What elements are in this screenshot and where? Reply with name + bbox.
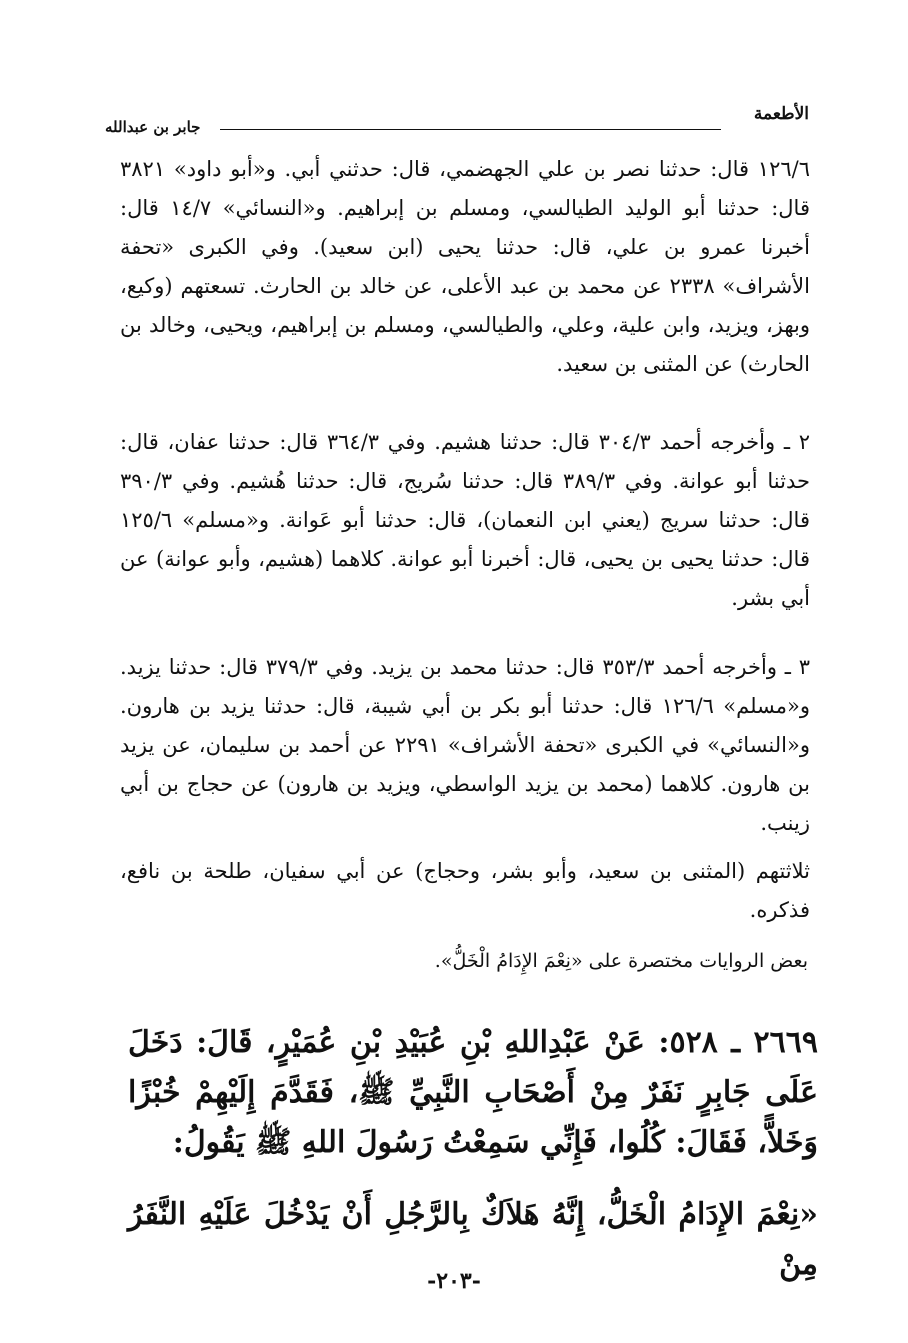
section-note: بعض الروايات مختصرة على «نِعْمَ الإِدَامُ الْخَلُّ». bbox=[434, 950, 808, 972]
paragraph-text: ٣ ـ وأخرجه أحمد ٣٥٣/٣ قال: حدثنا محمد بن يزيد. وفي ٣٧٩/٣ قال: حدثنا يزيد. و«مسلم» ١٢٦/٦ قال: حدثنا أبو بكر بن أبي شيبة، قال: حدثنا يزيد بن هارون. و«النسائي» في الكبرى «تحفة الأشراف» ٢٢٩١ عن أحمد بن سليمان، عن يزيد بن هارون. كلاهما (محمد بن يزيد الواسطي، ويزيد بن هارون) عن حجاج بن أبي زينب. bbox=[120, 655, 811, 835]
header-rule bbox=[220, 129, 721, 130]
hadith-text: ٢٦٦٩ ـ ٥٢٨: عَنْ عَبْدِاللهِ بْنِ عُبَيْدِ بْنِ عُمَيْرٍ، قَالَ: دَخَلَ عَلَى جَابِرٍ نَفَرٌ مِنْ أَصْحَابِ النَّبِيِّ ﷺ، فَقَدَّمَ إِلَيْهِمْ خُبْزًا وَخَلاًّ، فَقَالَ: كُلُوا، فَإِنِّي سَمِعْتُ رَسُولَ اللهِ ﷺ يَقُولُ: bbox=[128, 1025, 818, 1160]
chapter-title: الأطعمة bbox=[753, 104, 809, 124]
paragraph-1 bbox=[120, 150, 810, 384]
running-header bbox=[105, 104, 809, 134]
paragraph-3 bbox=[120, 648, 810, 843]
paragraph-2 bbox=[120, 423, 810, 618]
paragraph-text: ثلاثتهم (المثنى بن سعيد، وأبو بشر، وحجاج) عن أبي سفيان، طلحة بن نافع، فذكره. bbox=[120, 859, 810, 922]
hadith-quote: «نِعْمَ الإِدَامُ الْخَلُّ، إِنَّهُ هَلاَكٌ بِالرَّجُلِ أَنْ يَدْخُلَ عَلَيْهِ النَّفَرُ مِنْ bbox=[128, 1197, 818, 1282]
page-number: -٢٠٣- bbox=[427, 1268, 481, 1294]
paragraph-text: ٢ ـ وأخرجه أحمد ٣٠٤/٣ قال: حدثنا هشيم. وفي ٣٦٤/٣ قال: حدثنا عفان، قال: حدثنا أبو عوانة. وفي ٣٨٩/٣ قال: حدثنا سُريج، قال: حدثنا هُشيم. وفي ٣٩٠/٣ قال: حدثنا سريج (يعني ابن النعمان)، قال: حدثنا أبو عَوانة. و«مسلم» ١٢٥/٦ قال: حدثنا يحيى بن يحيى، قال: أخبرنا أبو عوانة. كلاهما (هشيم، وأبو عوانة) عن أبي بشر. bbox=[120, 430, 811, 610]
paragraph-4 bbox=[120, 852, 810, 930]
topic-title: جابر بن عبدالله bbox=[105, 118, 201, 136]
paragraph-text: ١٢٦/٦ قال: حدثنا نصر بن علي الجهضمي، قال: حدثني أبي. و«أبو داود» ٣٨٢١ قال: حدثنا أبو الوليد الطيالسي، ومسلم بن إبراهيم. و«النسائي» ١٤/٧ قال: أخبرنا عمرو بن علي، قال: حدثنا يحيى (ابن سعيد). وفي الكبرى «تحفة الأشراف» ٢٣٣٨ عن محمد بن عبد الأعلى، عن خالد بن الحارث. تسعتهم (وكيع، وبهز، ويزيد، وابن علية، وعلي، والطيالسي، ومسلم بن إبراهيم، ويحيى، وخالد بن الحارث) عن المثنى بن سعيد. bbox=[120, 157, 810, 376]
